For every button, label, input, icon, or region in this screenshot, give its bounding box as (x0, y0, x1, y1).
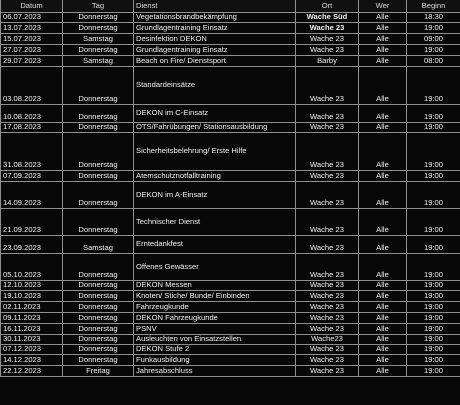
cell-datum: 13.07.2023 (1, 23, 63, 34)
cell-tag: Donnerstag (63, 123, 134, 133)
table-row (1, 209, 460, 236)
cell-tag: Donnerstag (63, 133, 134, 171)
cell-ort: Wache 23 (296, 236, 359, 254)
cell-tag: Donnerstag (63, 335, 134, 345)
table-row (1, 45, 460, 56)
cell-beginn: 09:00 (407, 34, 460, 45)
cell-datum: 05.10.2023 (1, 254, 63, 281)
table-row (1, 281, 460, 291)
cell-dienst: DEKON Stufe 2 (134, 345, 296, 355)
cell-beginn: 19:00 (407, 313, 460, 324)
table-row (1, 23, 460, 34)
cell-beginn: 19:00 (407, 182, 460, 209)
cell-wer: Alle (359, 123, 407, 133)
cell-datum: 15.07.2023 (1, 34, 63, 45)
cell-datum: 03.08.2023 (1, 67, 63, 105)
cell-ort: Wache 23 (296, 123, 359, 133)
cell-ort: Wache 23 (296, 366, 359, 377)
cell-dienst: Standardeinsätze (134, 67, 296, 105)
cell-dienst: OTS/Fahrübungen/ Stationsausbildung (134, 123, 296, 133)
cell-beginn: 19:00 (407, 291, 460, 302)
cell-dienst: Funkausbildung (134, 355, 296, 366)
table-row (1, 67, 460, 105)
cell-dienst: Offenes Gewässer (134, 254, 296, 281)
column-header-tag: Tag (63, 0, 134, 13)
table-row (1, 313, 460, 324)
table-row (1, 34, 460, 45)
cell-ort: Wache 23 (296, 182, 359, 209)
cell-tag: Donnerstag (63, 291, 134, 302)
cell-ort: Wache 23 (296, 281, 359, 291)
cell-datum: 23.09.2023 (1, 236, 63, 254)
cell-dienst: Beach on Fire/ Dienstsport (134, 56, 296, 67)
cell-ort: Wache 23 (296, 254, 359, 281)
cell-tag: Freitag (63, 366, 134, 377)
cell-wer: Alle (359, 236, 407, 254)
cell-dienst: PSNV (134, 324, 296, 335)
cell-dienst: DEKON im A-Einsatz (134, 182, 296, 209)
table-row (1, 171, 460, 182)
cell-ort: Wache 23 (296, 355, 359, 366)
cell-wer: Alle (359, 171, 407, 182)
cell-ort: Wache 23 (296, 324, 359, 335)
cell-beginn: 19:00 (407, 23, 460, 34)
cell-tag: Donnerstag (63, 45, 134, 56)
table-row (1, 56, 460, 67)
table-row (1, 133, 460, 171)
cell-wer: Alle (359, 105, 407, 123)
cell-beginn: 19:00 (407, 67, 460, 105)
column-header-ort: Ort (296, 0, 359, 13)
cell-datum: 10.08.2023 (1, 105, 63, 123)
table-row (1, 335, 460, 345)
cell-ort: Wache23 (296, 335, 359, 345)
table-row (1, 345, 460, 355)
cell-wer: Alle (359, 302, 407, 313)
cell-wer: Alle (359, 254, 407, 281)
cell-datum: 07.12.2023 (1, 345, 63, 355)
cell-datum: 19.10.2023 (1, 291, 63, 302)
cell-wer: Alle (359, 324, 407, 335)
cell-datum: 29.07.2023 (1, 56, 63, 67)
cell-dienst: Desinfektion DEKON (134, 34, 296, 45)
cell-beginn: 19:00 (407, 236, 460, 254)
cell-tag: Donnerstag (63, 345, 134, 355)
cell-beginn: 08:00 (407, 56, 460, 67)
cell-wer: Alle (359, 56, 407, 67)
cell-ort: Wache Süd (296, 13, 359, 23)
cell-wer: Alle (359, 209, 407, 236)
cell-datum: 12.10.2023 (1, 281, 63, 291)
cell-ort: Wache 23 (296, 209, 359, 236)
cell-wer: Alle (359, 366, 407, 377)
cell-datum: 06.07.2023 (1, 13, 63, 23)
column-header-dienst: Dienst (134, 0, 296, 13)
column-header-beginn: Beginn (407, 0, 460, 13)
cell-ort: Wache 23 (296, 133, 359, 171)
cell-tag: Donnerstag (63, 281, 134, 291)
cell-tag: Donnerstag (63, 355, 134, 366)
cell-ort: Wache 23 (296, 345, 359, 355)
cell-tag: Donnerstag (63, 23, 134, 34)
cell-wer: Alle (359, 67, 407, 105)
table-row (1, 123, 460, 133)
cell-beginn: 19:00 (407, 254, 460, 281)
cell-ort: Barby (296, 56, 359, 67)
cell-tag: Donnerstag (63, 324, 134, 335)
cell-ort: Wache 23 (296, 67, 359, 105)
cell-tag: Donnerstag (63, 67, 134, 105)
cell-wer: Alle (359, 45, 407, 56)
cell-datum: 27.07.2023 (1, 45, 63, 56)
cell-dienst: DEKON Messen (134, 281, 296, 291)
cell-dienst: Grundlagentraining Einsatz (134, 45, 296, 56)
cell-beginn: 19:00 (407, 335, 460, 345)
cell-datum: 09.11.2023 (1, 313, 63, 324)
cell-ort: Wache 23 (296, 34, 359, 45)
cell-beginn: 19:00 (407, 105, 460, 123)
cell-wer: Alle (359, 34, 407, 45)
cell-beginn: 19:00 (407, 209, 460, 236)
cell-tag: Donnerstag (63, 13, 134, 23)
cell-tag: Donnerstag (63, 254, 134, 281)
cell-wer: Alle (359, 182, 407, 209)
cell-datum: 02.11.2023 (1, 302, 63, 313)
cell-tag: Donnerstag (63, 313, 134, 324)
cell-beginn: 19:00 (407, 324, 460, 335)
cell-beginn: 19:00 (407, 123, 460, 133)
cell-wer: Alle (359, 291, 407, 302)
cell-ort: Wache 23 (296, 45, 359, 56)
cell-beginn: 19:00 (407, 355, 460, 366)
cell-dienst: DEKON Fahrzeugkunde (134, 313, 296, 324)
table-row (1, 236, 460, 254)
cell-beginn: 19:00 (407, 171, 460, 182)
table-row (1, 366, 460, 377)
cell-dienst: Knoten/ Stiche/ Bunde/ Einbinden (134, 291, 296, 302)
cell-datum: 31.08.2023 (1, 133, 63, 171)
cell-beginn: 19:00 (407, 302, 460, 313)
cell-datum: 30.11.2023 (1, 335, 63, 345)
cell-ort: Wache 23 (296, 302, 359, 313)
table-row (1, 302, 460, 313)
cell-wer: Alle (359, 313, 407, 324)
cell-wer: Alle (359, 281, 407, 291)
cell-wer: Alle (359, 345, 407, 355)
cell-tag: Donnerstag (63, 105, 134, 123)
table-row (1, 254, 460, 281)
cell-dienst: DEKON im C-Einsatz (134, 105, 296, 123)
cell-beginn: 19:00 (407, 45, 460, 56)
cell-wer: Alle (359, 335, 407, 345)
table-row (1, 105, 460, 123)
cell-ort: Wache 23 (296, 105, 359, 123)
cell-tag: Donnerstag (63, 171, 134, 182)
cell-dienst: Fahrzeugkunde (134, 302, 296, 313)
cell-dienst: Atemschutznotfalltraining (134, 171, 296, 182)
cell-dienst: Jahresabschluss (134, 366, 296, 377)
cell-datum: 21.09.2023 (1, 209, 63, 236)
cell-datum: 17.08.2023 (1, 123, 63, 133)
cell-wer: Alle (359, 133, 407, 171)
cell-wer: Alle (359, 355, 407, 366)
cell-dienst: Grundlagentraining Einsatz (134, 23, 296, 34)
cell-dienst: Sicherheitsbelehrung/ Erste Hilfe (134, 133, 296, 171)
table-row (1, 355, 460, 366)
cell-datum: 22.12.2023 (1, 366, 63, 377)
cell-datum: 14.12.2023 (1, 355, 63, 366)
cell-tag: Donnerstag (63, 302, 134, 313)
cell-dienst: Ausleuchten von Einsatzstellen (134, 335, 296, 345)
table-row (1, 182, 460, 209)
cell-dienst: Erntedankfest (134, 236, 296, 254)
cell-dienst: Vegetationsbrandbekämpfung (134, 13, 296, 23)
cell-dienst: Technischer Dienst (134, 209, 296, 236)
cell-tag: Samstag (63, 56, 134, 67)
table-row (1, 13, 460, 23)
cell-ort: Wache 23 (296, 171, 359, 182)
table-row (1, 291, 460, 302)
cell-ort: Wache 23 (296, 23, 359, 34)
cell-beginn: 19:00 (407, 345, 460, 355)
cell-ort: Wache 23 (296, 291, 359, 302)
cell-tag: Samstag (63, 34, 134, 45)
column-header-wer: Wer (359, 0, 407, 13)
column-header-datum: Datum (1, 0, 63, 13)
cell-beginn: 19:00 (407, 366, 460, 377)
cell-tag: Samstag (63, 236, 134, 254)
table-row (1, 324, 460, 335)
cell-wer: Alle (359, 23, 407, 34)
header-row (1, 0, 460, 13)
schedule-body (1, 13, 460, 377)
cell-beginn: 19:00 (407, 281, 460, 291)
cell-ort: Wache 23 (296, 313, 359, 324)
cell-datum: 14.09.2023 (1, 182, 63, 209)
cell-wer: Alle (359, 13, 407, 23)
cell-datum: 16.11.2023 (1, 324, 63, 335)
cell-tag: Donnerstag (63, 209, 134, 236)
cell-datum: 07.09.2023 (1, 171, 63, 182)
cell-beginn: 18:30 (407, 13, 460, 23)
cell-beginn: 19:00 (407, 133, 460, 171)
cell-tag: Donnerstag (63, 182, 134, 209)
